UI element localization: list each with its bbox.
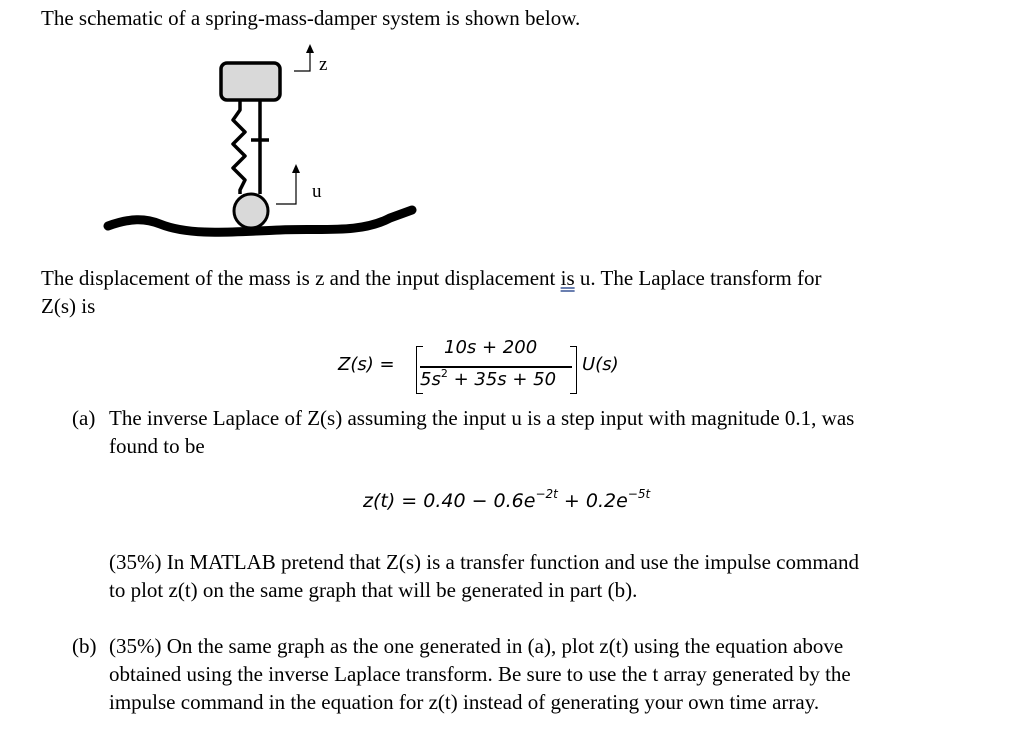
intro-text: The schematic of a spring-mass-damper system is shown below. (41, 6, 581, 30)
spring-mass-damper-schematic (100, 40, 420, 245)
right-bracket (570, 346, 577, 394)
part-b-line-1: (35%) On the same graph as the one generated in (a), plot z(t) using the equation above (109, 634, 844, 658)
u-arrow-head (292, 164, 300, 173)
u-label: u (312, 181, 322, 202)
part-b-label: (b) (72, 634, 97, 658)
part-a-line-2: found to be (109, 434, 205, 458)
displacement-line-1: The displacement of the mass is z and the input displacement is u. The Laplace transform for (41, 266, 822, 290)
zt-equation: $z(t) = 0.40 - 0.6e^{-2t} + 0.2e^{-5t}$ (363, 487, 651, 512)
left-bracket (416, 346, 423, 394)
transfer-function-equation (338, 334, 638, 396)
matlab-line-2: to plot z(t) on the same graph that will be generated in part (b). (109, 578, 638, 602)
underlined-word: is (560, 266, 575, 290)
displacement-line-2: Z(s) is (41, 294, 96, 318)
u-arrow (276, 172, 296, 204)
mass-block (221, 63, 280, 100)
z-label: z (319, 54, 328, 75)
z-arrow (294, 52, 310, 71)
part-b-line-2: obtained using the inverse Laplace transform. Be sure to use the t array generated by the (109, 662, 851, 686)
matlab-line-1: (35%) In MATLAB pretend that Z(s) is a transfer function and use the impulse command (109, 550, 859, 574)
tf-denominator: $5s^2 + 35s + 50$ (420, 367, 557, 390)
part-b-line-3: impulse command in the equation for z(t) instead of generating your own time array. (109, 690, 820, 714)
wheel-circle (234, 194, 268, 228)
z-arrow-head (306, 44, 314, 53)
spring (233, 100, 245, 194)
tf-numerator: 10s + 200 (444, 337, 538, 358)
tf-lhs: Z(s) = (338, 354, 395, 375)
tf-rhs: U(s) (582, 354, 619, 375)
part-a-label: (a) (72, 406, 96, 430)
part-a-line-1: The inverse Laplace of Z(s) assuming the input u is a step input with magnitude 0.1, was (109, 406, 855, 430)
